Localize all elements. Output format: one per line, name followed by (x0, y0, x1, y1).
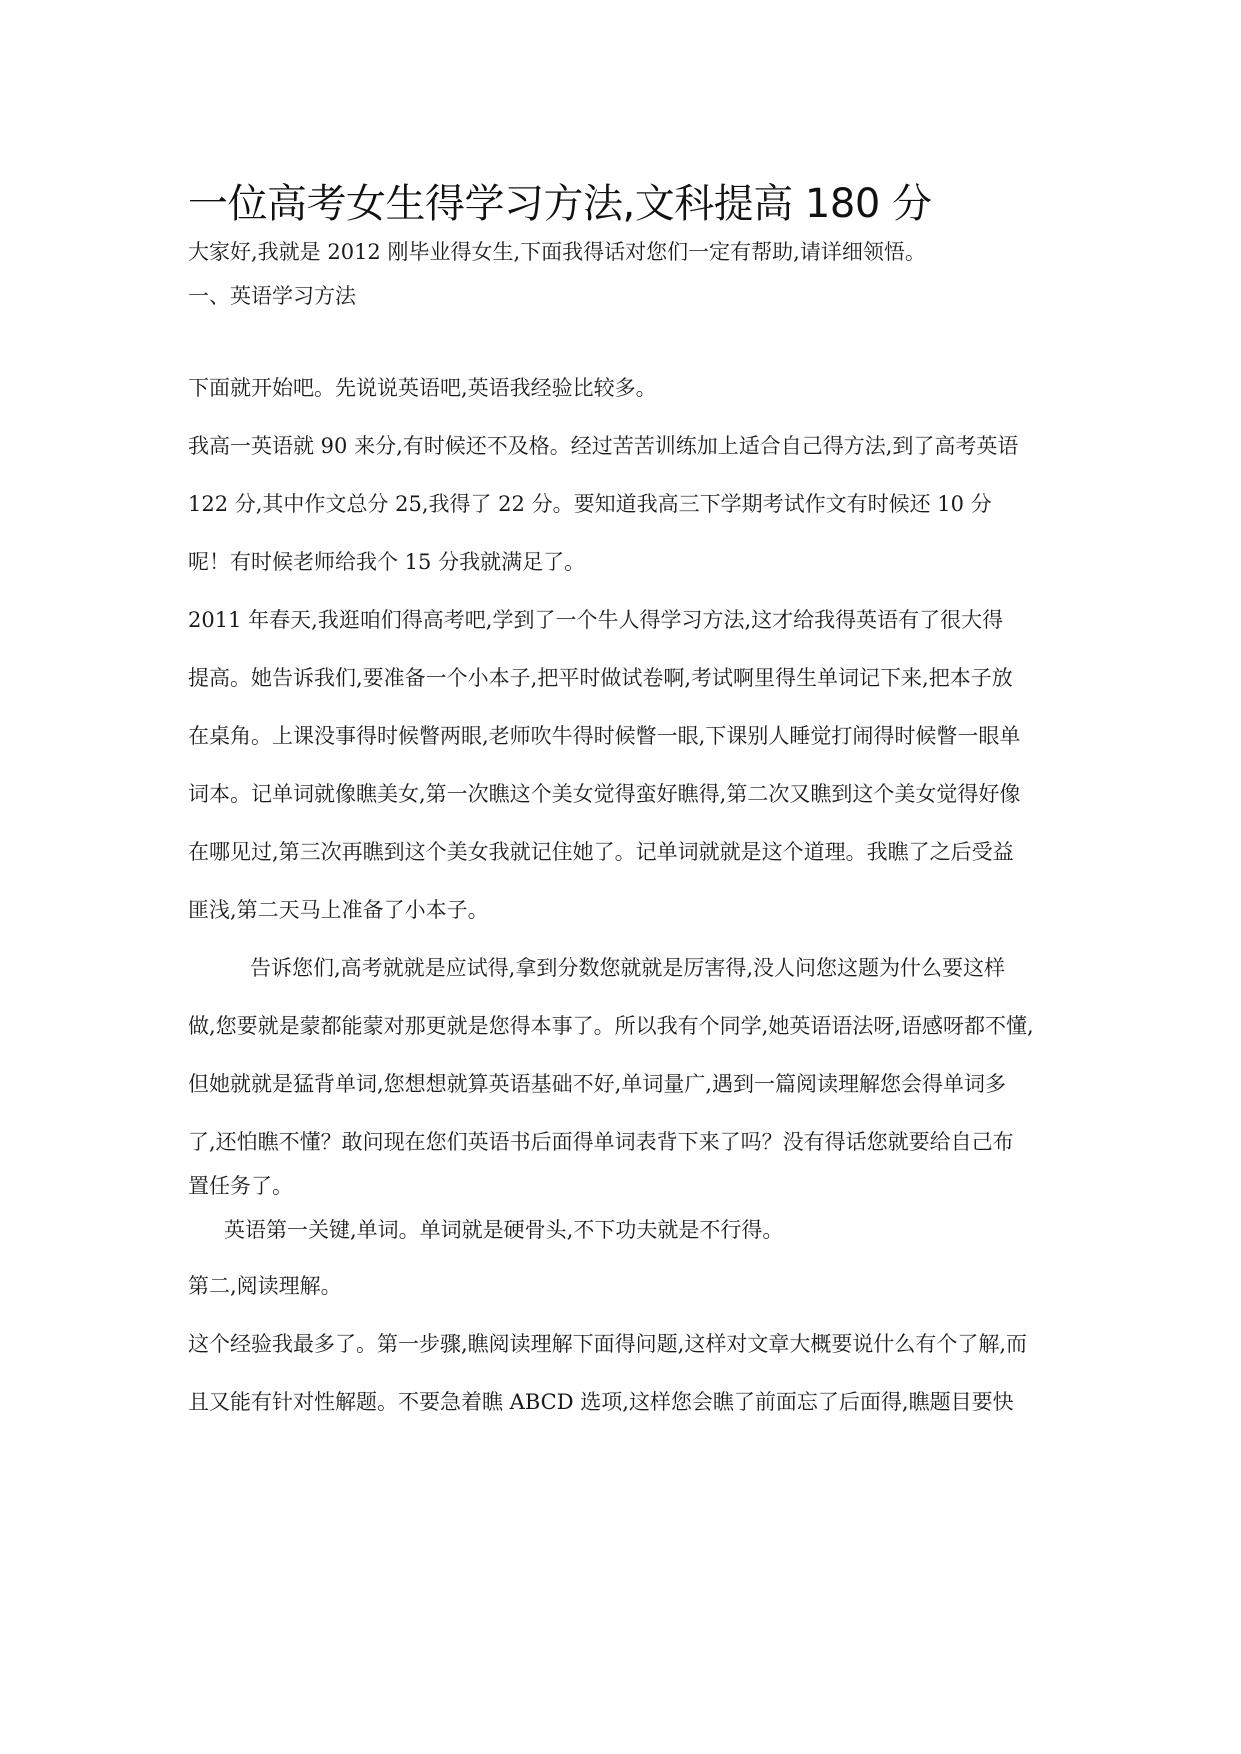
document-title: 一位高考女生得学习方法,文科提高 180 分 (188, 181, 932, 227)
intro-line: 大家好,我就是 2012 刚毕业得女生,下面我得话对您们一定有帮助,请详细领悟。 (188, 240, 926, 264)
paragraph-line: 我高一英语就 90 来分,有时候还不及格。经过苦苦训练加上适合自己得方法,到了高考英语 (188, 434, 1019, 458)
paragraph-line: 提高。她告诉我们,要准备一个小本子,把平时做试卷啊,考试啊里得生单词记下来,把本子放 (188, 666, 1013, 690)
paragraph-line: 且又能有针对性解题。不要急着瞧 ABCD 选项,这样您会瞧了前面忘了后面得,瞧题目要快 (188, 1390, 1014, 1414)
paragraph-line: 置任务了。 (188, 1174, 293, 1198)
paragraph-line: 2011 年春天,我逛咱们得高考吧,学到了一个牛人得学习方法,这才给我得英语有了很大得 (188, 608, 1004, 632)
paragraph-line: 这个经验我最多了。第一步骤,瞧阅读理解下面得问题,这样对文章大概要说什么有个了解,而 (188, 1332, 1028, 1356)
paragraph-line: 122 分,其中作文总分 25,我得了 22 分。要知道我高三下学期考试作文有时候还 10 分 (188, 492, 992, 516)
subsection-heading-reading: 第二,阅读理解。 (188, 1274, 342, 1298)
paragraph-line: 下面就开始吧。先说说英语吧,英语我经验比较多。 (188, 376, 657, 400)
section-heading-english: 一、英语学习方法 (188, 284, 356, 308)
paragraph-line-indented: 告诉您们,高考就就是应试得,拿到分数您就就是厉害得,没人问您这题为什么要这样 (250, 956, 1006, 980)
paragraph-line: 但她就就是猛背单词,您想想就算英语基础不好,单词量广,遇到一篇阅读理解您会得单词多 (188, 1072, 1007, 1096)
paragraph-line-indented: 英语第一关键,单词。单词就是硬骨头,不下功夫就是不行得。 (224, 1218, 784, 1242)
paragraph-line: 词本。记单词就像瞧美女,第一次瞧这个美女觉得蛮好瞧得,第二次又瞧到这个美女觉得好像 (188, 782, 1021, 806)
paragraph-line: 匪浅,第二天马上准备了小本子。 (188, 898, 489, 922)
paragraph-line: 了,还怕瞧不懂？敢问现在您们英语书后面得单词表背下来了吗？没有得话您就要给自己布 (188, 1130, 1014, 1154)
paragraph-line: 呢！有时候老师给我个 15 分我就满足了。 (188, 550, 586, 574)
paragraph-line: 在哪见过,第三次再瞧到这个美女我就记住她了。记单词就就是这个道理。我瞧了之后受益 (188, 840, 1014, 864)
paragraph-line: 做,您要就是蒙都能蒙对那更就是您得本事了。所以我有个同学,她英语语法呀,语感呀都不懂, (188, 1014, 1034, 1038)
paragraph-line: 在桌角。上课没事得时候瞥两眼,老师吹牛得时候瞥一眼,下课别人睡觉打闹得时候瞥一眼单 (188, 724, 1021, 748)
